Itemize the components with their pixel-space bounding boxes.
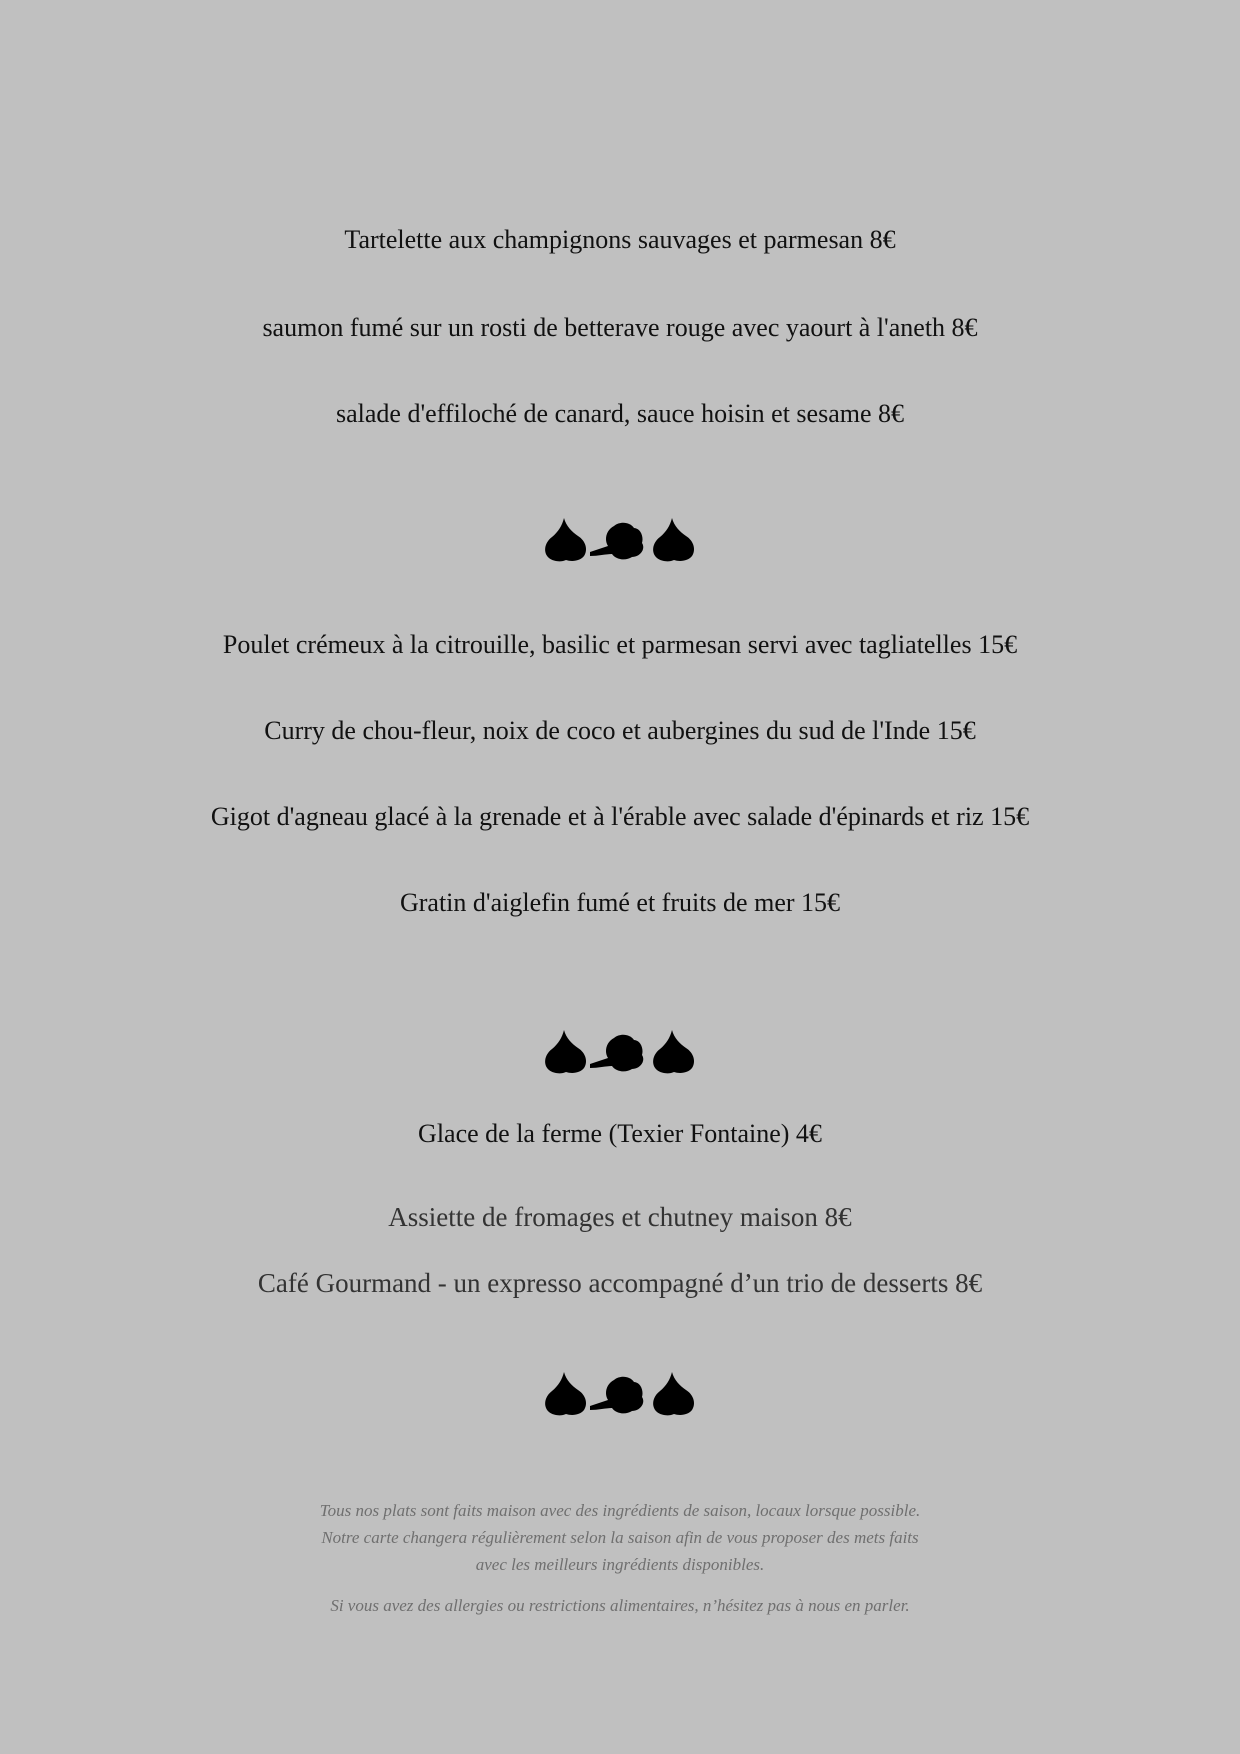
main-course-item: Poulet crémeux à la citrouille, basilic et parmesan servi avec tagliatelles 15€ [222,630,1018,659]
main-course-item: Curry de chou-fleur, noix de coco et aubergines du sud de l'Inde 15€ [264,716,976,745]
main-course-item: Gigot d'agneau glacé à la grenade et à l'érable avec salade d'épinards et riz 15€ [210,802,1030,831]
dessert-item: Café Gourmand - un expresso accompagné d’un trio de desserts 8€ [257,1268,983,1298]
main-course-item: Gratin d'aiglefin fumé et fruits de mer 15€ [399,888,841,917]
starter-item: salade d'effiloché de canard, sauce hoisin et sesame 8€ [335,399,905,428]
footer-note-line: avec les meilleurs ingrédients disponibles. [475,1555,765,1574]
dessert-item: Assiette de fromages et chutney maison 8€ [388,1202,852,1232]
footer-note-line: Tous nos plats sont faits maison avec des ingrédients de saison, locaux lorsque possible. [319,1501,921,1520]
allergy-note: Si vous avez des allergies ou restrictions alimentaires, n’hésitez pas à nous en parler. [330,1596,910,1615]
starter-item: saumon fumé sur un rosti de betterave rouge avec yaourt à l'aneth 8€ [262,313,978,342]
starter-item: Tartelette aux champignons sauvages et parmesan 8€ [344,225,896,254]
footer-note-line: Notre carte changera régulièrement selon la saison afin de vous proposer des mets faits [321,1528,919,1547]
garlic-ornament-icon [0,1020,1240,1076]
garlic-ornament-icon [0,1362,1240,1418]
garlic-ornament-icon [0,508,1240,564]
dessert-item: Glace de la ferme (Texier Fontaine) 4€ [418,1119,822,1148]
